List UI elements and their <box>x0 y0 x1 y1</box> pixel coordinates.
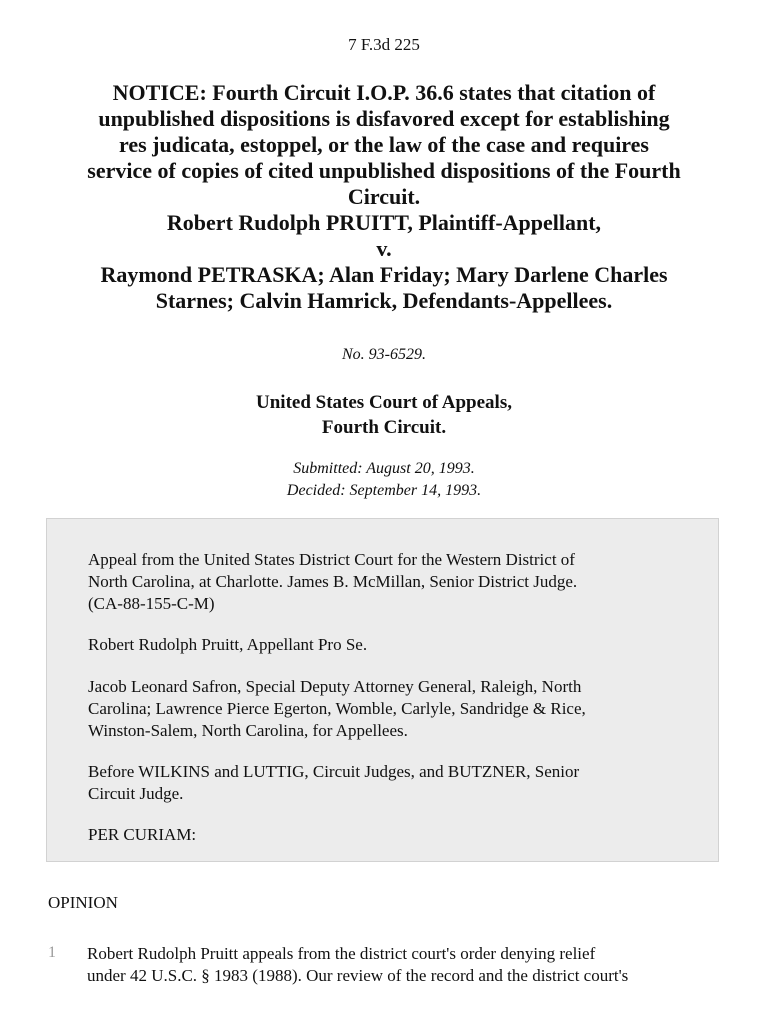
appeal-line: Appeal from the United States District Court for the Western District of <box>88 550 575 569</box>
appellee-line: Jacob Leonard Safron, Special Deputy Attorney General, Raleigh, North <box>88 677 582 696</box>
case-details-box <box>46 518 719 862</box>
appellee-line: Winston-Salem, North Carolina, for Appellees. <box>88 721 408 740</box>
case-heading <box>40 80 728 314</box>
opinion-heading: OPINION <box>48 893 118 912</box>
appellee-counsel <box>88 676 688 742</box>
plaintiff-line: Robert Rudolph PRUITT, Plaintiff-Appellant, <box>166 210 602 235</box>
appeal-line: North Carolina, at Charlotte. James B. McMillan, Senior District Judge. <box>88 572 578 591</box>
notice-line: NOTICE: Fourth Circuit I.O.P. 36.6 states that citation of <box>112 80 656 105</box>
per-curiam: PER CURIAM: <box>88 825 197 844</box>
decided-date: Decided: September 14, 1993. <box>286 482 482 499</box>
opinion-paragraph <box>87 943 727 987</box>
appellee-line: Carolina; Lawrence Pierce Egerton, Womble, Carlyle, Sandridge & Rice, <box>88 699 586 718</box>
paragraph-line: under 42 U.S.C. § 1983 (1988). Our review of the record and the district court's <box>87 966 629 985</box>
paragraph-line: Robert Rudolph Pruitt appeals from the district court's order denying relief <box>87 944 596 963</box>
notice-line: Circuit. <box>347 184 421 209</box>
paragraph-number: 1 <box>48 944 56 961</box>
defendants-line: Raymond PETRASKA; Alan Friday; Mary Darlene Charles <box>100 262 668 287</box>
submitted-date: Submitted: August 20, 1993. <box>293 460 475 477</box>
court-line: Fourth Circuit. <box>321 417 447 438</box>
case-citation: 7 F.3d 225 <box>348 35 420 54</box>
court-line: United States Court of Appeals, <box>256 392 512 413</box>
appellant-counsel: Robert Rudolph Pruitt, Appellant Pro Se. <box>88 635 368 654</box>
versus-line: v. <box>376 236 392 261</box>
defendants-line: Starnes; Calvin Hamrick, Defendants-Appellees. <box>155 288 613 313</box>
panel-line: Before WILKINS and LUTTIG, Circuit Judges, and BUTZNER, Senior <box>88 762 580 781</box>
notice-line: service of copies of cited unpublished dispositions of the Fourth <box>87 158 681 183</box>
appeal-line: (CA-88-155-C-M) <box>88 594 215 613</box>
panel-line: Circuit Judge. <box>88 784 184 803</box>
notice-line: res judicata, estoppel, or the law of the case and requires <box>118 132 649 157</box>
docket-number: No. 93-6529. <box>342 346 426 363</box>
court-name <box>0 390 768 440</box>
panel-judges <box>88 761 688 805</box>
case-dates <box>0 458 768 502</box>
appeal-info <box>88 549 688 615</box>
notice-line: unpublished dispositions is disfavored except for establishing <box>98 106 670 131</box>
